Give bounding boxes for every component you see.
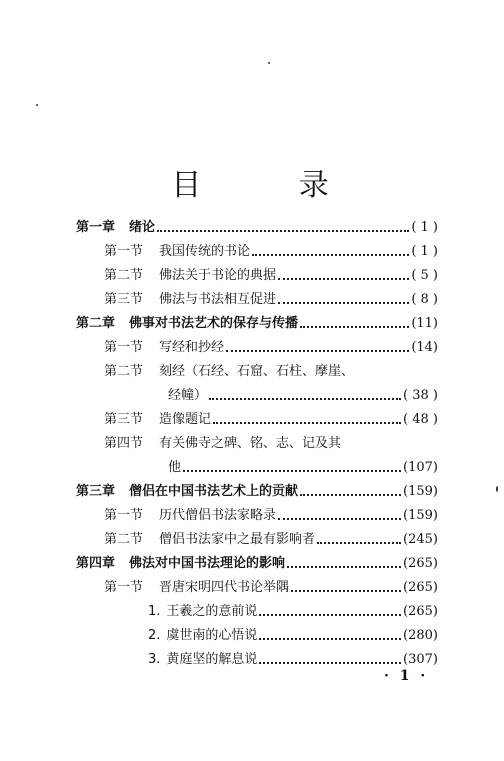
entry-number: 第二节 [104,268,144,283]
entry-number: 第一节 [104,340,144,355]
toc-entry [76,312,438,332]
entry-page: (280) [403,628,438,643]
leader-dots [183,464,401,472]
entry-title: 造像题记 [159,412,212,427]
entry-title: 佛法对中国书法理论的影响 [129,556,286,571]
entry-title: 绪论 [129,220,156,235]
page-number: · 1 · [384,668,429,684]
entry-number: 第四节 [104,436,144,451]
leader-dots [278,272,409,280]
entry-title: 僧侣在中国书法艺术上的贡献 [129,484,299,499]
entry-number: 第一节 [104,580,144,595]
entry-title: 晋唐宋明四代书论举隅 [159,580,290,595]
entry-page: ( 1 ) [411,244,438,259]
entry-title: 虞世南的心悟说 [166,628,258,643]
entry-title: 刻经（石经、石窟、石柱、摩崖、 [159,364,355,379]
leader-dots [317,536,401,544]
entry-page: (159) [403,484,438,499]
leader-dots [300,488,401,496]
leader-dots [291,584,401,592]
toc-entry-first-line [104,436,341,452]
toc-entry [76,216,438,236]
entry-page: ( 8 ) [411,292,438,307]
entry-number: 第二节 [104,364,144,379]
entry-title: 佛事对书法艺术的保存与传播 [129,316,299,331]
toc-entry [104,576,438,596]
entry-page: (14) [411,340,438,355]
entry-page: (107) [403,460,438,475]
entry-number: 第一节 [104,508,144,523]
entry-title: 历代僧侣书法家略录 [159,508,277,523]
entry-continuation: 他 [168,460,182,475]
leader-dots [259,608,401,616]
leader-dots [259,656,401,664]
entry-number: 1. [148,604,161,619]
toc-entry [104,288,438,308]
entry-number: 第二章 [76,316,116,331]
leader-dots [287,560,401,568]
entry-title: 有关佛寺之碑、铭、志、记及其 [159,436,342,451]
toc-entry [168,384,438,404]
toc-entry [76,480,438,500]
toc-entry-first-line [104,364,354,380]
leader-dots [226,344,409,352]
toc-entry [104,336,438,356]
page-title: 目 录 [171,168,373,203]
entry-number: 第三节 [104,412,144,427]
leader-dots [209,392,401,400]
entry-page: (245) [403,532,438,547]
toc-entry [168,456,438,476]
toc-entry [104,240,438,260]
entry-title: 王羲之的意前说 [166,604,258,619]
leader-dots [278,512,401,520]
entry-page: ( 38 ) [403,388,438,403]
leader-dots [300,320,409,328]
entry-page: (159) [403,508,438,523]
toc-entry [104,264,438,284]
entry-page: ( 1 ) [411,220,438,235]
entry-number: 3. [148,652,161,667]
entry-number: 第一章 [76,220,116,235]
entry-continuation: 经幢） [168,388,208,403]
leader-dots [213,416,401,424]
scan-speck [268,62,270,64]
toc-entry [104,528,438,548]
entry-number: 第一节 [104,244,144,259]
entry-number: 2. [148,628,161,643]
entry-number: 第三章 [76,484,116,499]
entry-page: (265) [403,556,438,571]
entry-title: 我国传统的书论 [159,244,251,259]
leader-dots [252,248,409,256]
entry-number: 第二节 [104,532,144,547]
entry-title: 佛法关于书论的典据 [159,268,277,283]
leader-dots [157,224,409,232]
entry-title: 黄庭坚的解息说 [166,652,258,667]
entry-page: (11) [411,316,438,331]
toc-entry [148,600,438,620]
toc-entry [148,624,438,644]
entry-title: 佛法与书法相互促进 [159,292,277,307]
toc-entry [76,552,438,572]
toc-entry [104,504,438,524]
scan-speck [36,104,38,106]
entry-page: ( 5 ) [411,268,438,283]
entry-title: 僧侣书法家中之最有影响者 [159,532,316,547]
toc-entry [104,408,438,428]
entry-page: (307) [403,652,438,667]
entry-page: ( 48 ) [403,412,438,427]
leader-dots [278,296,409,304]
entry-page: (265) [403,604,438,619]
entry-number: 第三节 [104,292,144,307]
entry-page: (265) [403,580,438,595]
entry-number: 第四章 [76,556,116,571]
toc-entry [148,648,438,668]
entry-title: 写经和抄经 [159,340,225,355]
scan-speck [496,486,498,492]
leader-dots [259,632,401,640]
